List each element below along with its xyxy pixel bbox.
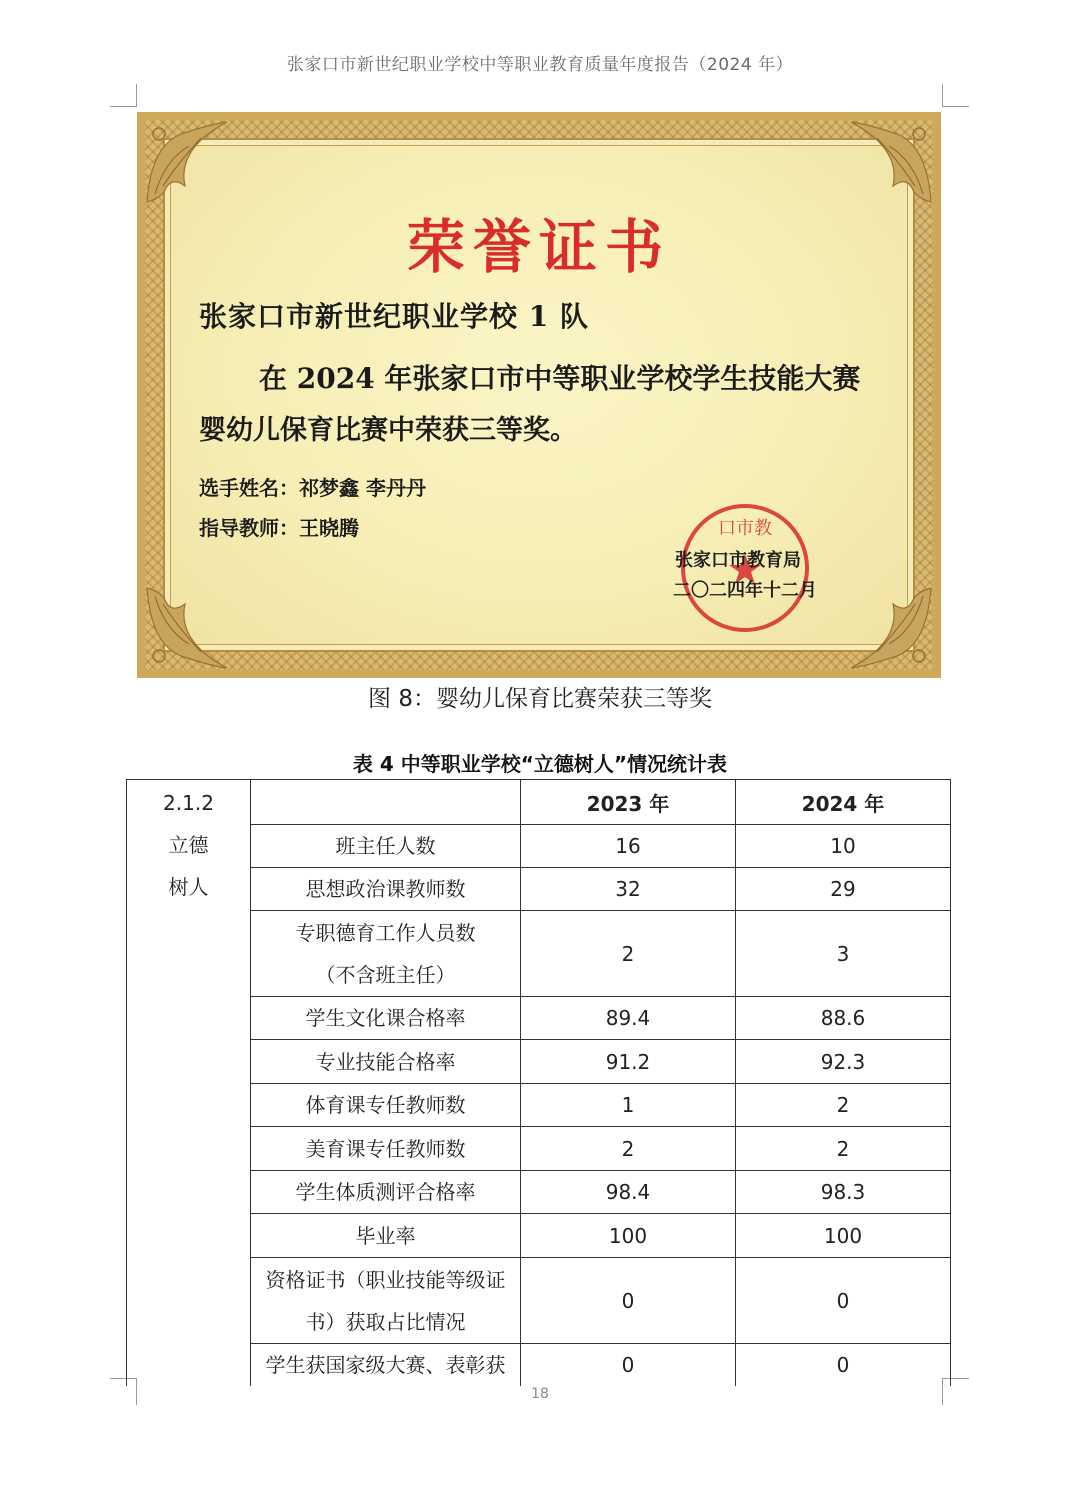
value-2024: 3 [736, 911, 951, 997]
table-row [127, 997, 951, 1040]
corner-ornament-icon [141, 116, 233, 208]
running-header: 张家口市新世纪职业学校中等职业教育质量年度报告（2024 年） [286, 55, 794, 75]
participants-names: 祁梦鑫 李丹丹 [299, 476, 426, 500]
value-2024: 92.3 [736, 1040, 951, 1084]
value-2023: 2 [521, 1127, 736, 1171]
row-label-line1: 专职德育工作人员数 [295, 920, 476, 945]
row-label: 学生体质测评合格率 [251, 1171, 521, 1214]
honor-certificate-image [137, 112, 941, 678]
certificate-recipient: 张家口市新世纪职业学校 1 队 [199, 300, 589, 333]
value-2024: 100 [736, 1214, 951, 1258]
table-row [127, 1344, 951, 1387]
table-row [127, 911, 951, 997]
section-name-line1: 立德 [168, 833, 209, 857]
table-title: 表 4 中等职业学校“立德树人”情况统计表 [352, 752, 728, 776]
value-2023: 16 [521, 825, 736, 868]
row-label: 思想政治课教师数 [251, 868, 521, 911]
section-name-line2: 树人 [168, 875, 209, 899]
value-2023: 2 [521, 911, 736, 997]
stats-table [126, 779, 951, 1386]
value-2023: 1 [521, 1084, 736, 1127]
row-label [251, 1258, 521, 1344]
row-label: 体育课专任教师数 [251, 1084, 521, 1127]
row-label: 班主任人数 [251, 825, 521, 868]
table-row [127, 1040, 951, 1084]
value-2024: 0 [736, 1258, 951, 1344]
value-2023: 0 [521, 1344, 736, 1387]
section-number: 2.1.2 [163, 791, 214, 815]
column-header-label [251, 780, 521, 825]
participants-label: 选手姓名： [199, 476, 299, 500]
table-row [127, 868, 951, 911]
column-header-2023: 2023 年 [521, 780, 736, 825]
value-2023: 91.2 [521, 1040, 736, 1084]
certificate-issuer: 张家口市教育局 [675, 550, 801, 571]
value-2024: 29 [736, 868, 951, 911]
table-row [127, 1084, 951, 1127]
table-row [127, 1214, 951, 1258]
crop-mark-top-left [110, 84, 137, 107]
value-2023: 98.4 [521, 1171, 736, 1214]
column-header-2024: 2024 年 [736, 780, 951, 825]
row-label-line2: （不含班主任） [315, 962, 456, 987]
corner-ornament-icon [845, 116, 937, 208]
certificate-title: 荣誉证书 [406, 213, 671, 281]
certificate-participants [199, 472, 426, 501]
row-label: 美育课专任教师数 [251, 1127, 521, 1171]
table-row [127, 825, 951, 868]
seal-text: 口市教 [718, 518, 772, 539]
value-2024: 2 [736, 1084, 951, 1127]
teacher-name: 王晓腾 [299, 516, 359, 540]
table-row [127, 1258, 951, 1344]
corner-ornament-icon [845, 582, 937, 674]
certificate-teacher [199, 512, 359, 541]
row-label: 学生获国家级大赛、表彰获 [251, 1344, 521, 1387]
certificate-body-line1: 在 2024 年张家口市中等职业学校学生技能大赛 [259, 362, 861, 395]
table-row [127, 1171, 951, 1214]
teacher-label: 指导教师： [199, 516, 299, 540]
table-header-row [127, 780, 951, 825]
crop-mark-top-right [942, 84, 969, 107]
row-label: 专业技能合格率 [251, 1040, 521, 1084]
value-2024: 88.6 [736, 997, 951, 1040]
row-label [251, 911, 521, 997]
value-2023: 100 [521, 1214, 736, 1258]
value-2024: 0 [736, 1344, 951, 1387]
value-2023: 32 [521, 868, 736, 911]
value-2023: 0 [521, 1258, 736, 1344]
row-label-line1: 资格证书（职业技能等级证 [265, 1267, 506, 1292]
figure-caption: 图 8：婴幼儿保育比赛荣获三等奖 [368, 686, 712, 712]
value-2024: 2 [736, 1127, 951, 1171]
value-2024: 98.3 [736, 1171, 951, 1214]
value-2023: 89.4 [521, 997, 736, 1040]
certificate-date: 二〇二四年十二月 [673, 580, 817, 601]
row-label: 学生文化课合格率 [251, 997, 521, 1040]
certificate-body-line2: 婴幼儿保育比赛中荣获三等奖。 [199, 415, 577, 446]
value-2024: 10 [736, 825, 951, 868]
row-label-line2: 书）获取占比情况 [305, 1309, 466, 1334]
section-cell [127, 780, 251, 1387]
corner-ornament-icon [141, 582, 233, 674]
table-row [127, 1127, 951, 1171]
page-number: 18 [531, 1386, 549, 1402]
row-label: 毕业率 [251, 1214, 521, 1258]
